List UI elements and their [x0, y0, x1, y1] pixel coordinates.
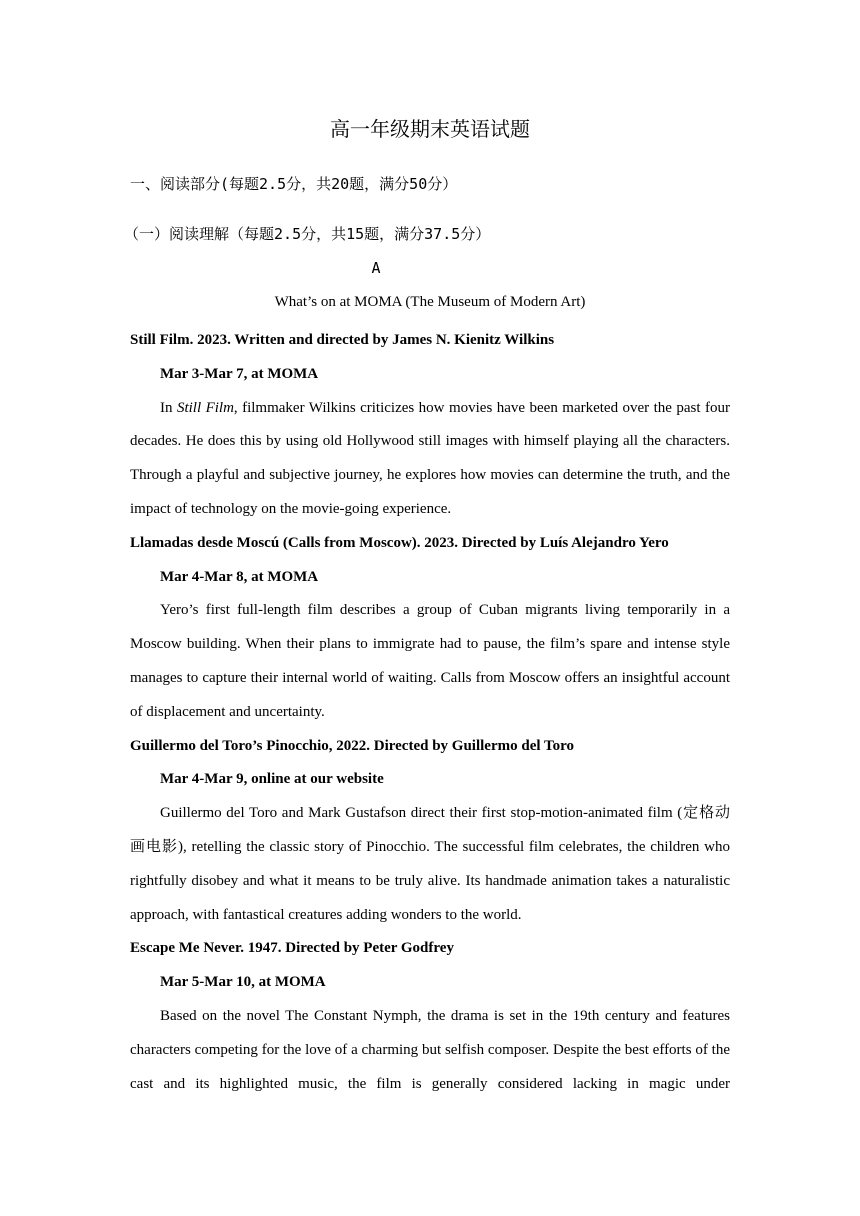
- film-description: [130, 392, 730, 527]
- film-description: Guillermo del Toro and Mark Gustafson direct their first stop-motion-animated film (定格动画电影), retelling the classic story of Pinocchio. The successful film celebrates, the children who rightfully disobey and what it means to be truly alive. Its handmade animation takes a naturalistic approach, with fantastical creatures adding wonders to the world.: [130, 805, 730, 923]
- para-rest: , filmmaker Wilkins criticizes how movies have been marketed over the past four decades. He does this by using old Hollywood still images with himself playing all the characters. Through a playful and subjective journey, he explores how movies can determine the truth, and the impact of technology on the movie-going experience.: [130, 399, 731, 517]
- film-heading: Guillermo del Toro’s Pinocchio, 2022. Directed by Guillermo del Toro: [130, 737, 575, 754]
- film-date: Mar 4-Mar 9, online at our website: [160, 771, 384, 788]
- para-prefix: In: [160, 399, 177, 416]
- film-date: Mar 5-Mar 10, at MOMA: [160, 974, 326, 991]
- film-date: Mar 4-Mar 8, at MOMA: [160, 568, 319, 585]
- film-heading: Escape Me Never. 1947. Directed by Peter Godfrey: [130, 940, 454, 957]
- exam-title: 高一年级期末英语试题: [330, 117, 530, 141]
- film-heading: Still Film. 2023. Written and directed by James N. Kienitz Wilkins: [130, 332, 555, 348]
- film-date: Mar 3-Mar 7, at MOMA: [160, 365, 319, 382]
- passage-body: [130, 324, 730, 1101]
- film-description: Based on the novel The Constant Nymph, the drama is set in the 19th century and features characters competing for the love of a charming but selfish composer. Despite the best efforts of the cast and its highlighted music, the film is generally considered lacking in magic under: [130, 1007, 730, 1092]
- section-heading-reading: 一、阅读部分(每题2.5分，共20题，满分50分）: [130, 175, 458, 193]
- passage-title: What’s on at MOMA (The Museum of Modern Art): [274, 294, 586, 310]
- film-description: Yero’s first full-length film describes a group of Cuban migrants living temporarily in a Moscow building. When their plans to immigrate had to pause, the film’s spare and intense style manages to capture their internal world of waiting. Calls from Moscow offers an insightful account of displacement and uncertainty.: [130, 602, 730, 720]
- film-title-italic: Still Film: [176, 399, 234, 416]
- section-heading-comprehension: （一）阅读理解（每题2.5分，共15题，满分37.5分）: [124, 225, 491, 243]
- film-heading: Llamadas desde Moscú (Calls from Moscow). 2023. Directed by Luís Alejandro Yero: [130, 534, 669, 551]
- passage-letter: A: [371, 259, 381, 277]
